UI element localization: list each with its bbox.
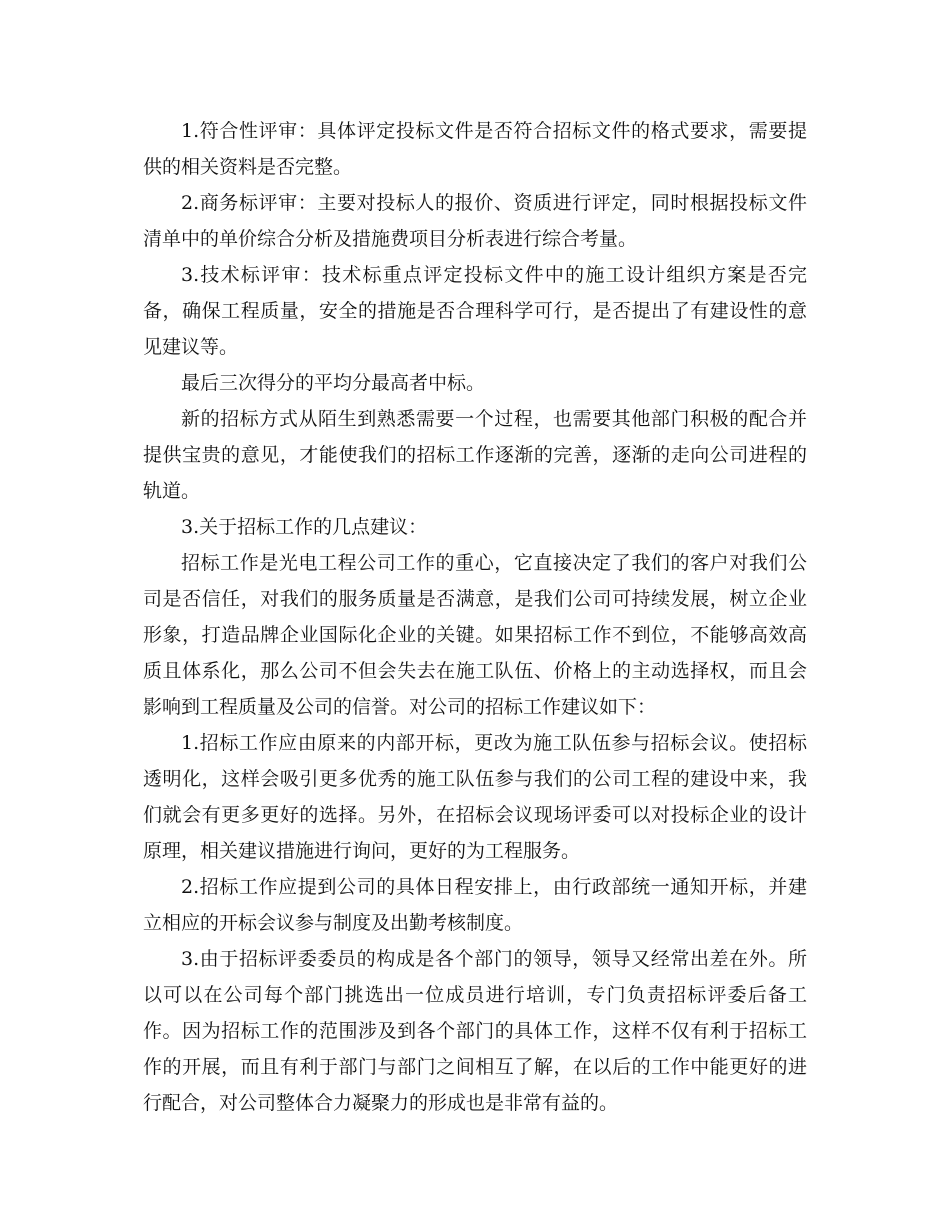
paragraph-final-score: 最后三次得分的平均分最高者中标。	[181, 372, 486, 394]
paragraph-compliance-review: 1.符合性评审：具体评定投标文件是否符合招标文件的格式要求，需要提供的相关资料是否完整。	[143, 120, 807, 178]
paragraph-suggestion-1: 1.招标工作应由原来的内部开标，更改为施工队伍参与招标会议。使招标透明化，这样会吸引更多优秀的施工队伍参与我们的公司工程的建设中来，我们就会有更多更好的选择。另外，在招标会议现场评委可以对投标企业的设计原理，相关建议措施进行询问，更好的为工程服务。	[143, 732, 807, 862]
paragraph-suggestion-3: 3.由于招标评委委员的构成是各个部门的领导，领导又经常出差在外。所以可以在公司每个部门挑选出一位成员进行培训，专门负责招标评委后备工作。因为招标工作的范围涉及到各个部门的具体工作，这样不仅有利于招标工作的开展，而且有利于部门与部门之间相互了解，在以后的工作中能更好的进行配合，对公司整体合力凝聚力的形成也是非常有益的。	[143, 948, 807, 1114]
paragraph-commercial-review: 2.商务标评审：主要对投标人的报价、资质进行评定，同时根据投标文件清单中的单价综合分析及措施费项目分析表进行综合考量。	[143, 192, 807, 250]
paragraph-technical-review: 3.技术标评审：技术标重点评定投标文件中的施工设计组织方案是否完备，确保工程质量，安全的措施是否合理科学可行，是否提出了有建设性的意见建议等。	[143, 264, 807, 358]
paragraph-suggestion-2: 2.招标工作应提到公司的具体日程安排上，由行政部统一通知开标，并建立相应的开标会议参与制度及出勤考核制度。	[143, 876, 807, 934]
paragraph-suggestions-heading: 3.关于招标工作的几点建议：	[181, 516, 428, 538]
document-body	[143, 113, 807, 1121]
paragraph-bidding-importance: 招标工作是光电工程公司工作的重心，它直接决定了我们的客户对我们公司是否信任，对我们的服务质量是否满意，是我们公司可持续发展，树立企业形象，打造品牌企业国际化企业的关键。如果招标工作不到位，不能够高效高质且体系化，那么公司不但会失去在施工队伍、价格上的主动选择权，而且会影响到工程质量及公司的信誉。对公司的招标工作建议如下：	[143, 552, 807, 718]
paragraph-new-bidding-method: 新的招标方式从陌生到熟悉需要一个过程，也需要其他部门积极的配合并提供宝贵的意见，才能使我们的招标工作逐渐的完善，逐渐的走向公司进程的轨道。	[143, 408, 807, 502]
